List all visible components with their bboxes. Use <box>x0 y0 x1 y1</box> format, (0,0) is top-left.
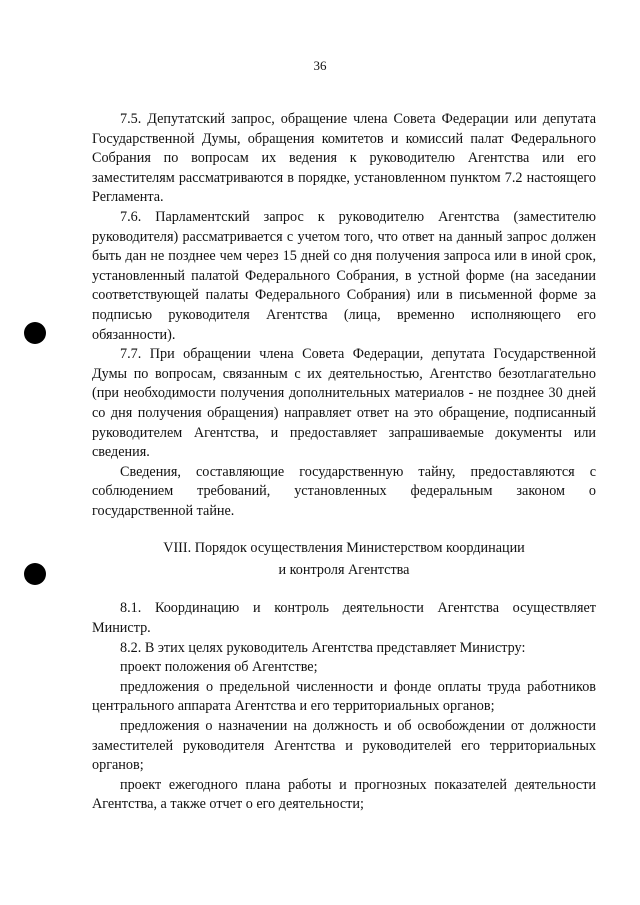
paragraph-8-1: 8.1. Координацию и контроль деятельности Агентства осуществляет Министр. <box>92 600 596 637</box>
list-item: предложения о назначении на должность и об освобождении от должности заместителей руководителя Агентства и руководителей его территориальных органов; <box>92 718 596 774</box>
punch-hole-mark <box>24 563 46 585</box>
paragraph-8-2: 8.2. В этих целях руководитель Агентства представляет Министру: <box>120 639 526 656</box>
section-heading <box>92 537 596 581</box>
paragraph-7-5: 7.5. Депутатский запрос, обращение члена Совета Федерации или депутата Государственной Думы, обращения комитетов и комиссий палат Федерального Собрания по вопросам их ведения к руководителю Агентства или его заместителям рассматриваются в порядке, установленном пунктом 7.2 настоящего Регламента. <box>92 111 596 206</box>
document-body <box>92 110 596 815</box>
paragraph-7-7: 7.7. При обращении члена Совета Федерации, депутата Государственной Думы по вопросам, связанным с их деятельностью, Агентство безотлагательно (при необходимости получения дополнительных материалов - не позднее 30 дней со дня получения обращения) направляет ответ на это обращение, подписанный руководителем Агентства, и предоставляет запрашиваемые документы или сведения. <box>92 346 596 461</box>
list-item: проект ежегодного плана работы и прогнозных показателей деятельности Агентства, а также отчет о его деятельности; <box>92 776 596 813</box>
list-item: проект положения об Агентстве; <box>120 659 318 676</box>
paragraph-state-secret: Сведения, составляющие государственную тайну, предоставляются с соблюдением требований, установленных федеральным законом о государственной тайне. <box>92 463 596 519</box>
page-number: 36 <box>313 58 327 73</box>
paragraph-7-6: 7.6. Парламентский запрос к руководителю Агентства (заместителю руководителя) рассматривается с учетом того, что ответ на данный запрос должен быть дан не позднее чем через 15 дней со дня получения запроса или в иной срок, установленный палатой Федерального Собрания, в устной форме (на заседании соответствующей палаты Федерального Собрания) или в письменной форме за подписью руководителя Агентства (лица, временно исполняющего его обязанности). <box>92 208 596 343</box>
section-heading-line-1: VIII. Порядок осуществления Министерством координации <box>163 540 525 557</box>
punch-hole-mark <box>24 322 46 344</box>
section-heading-line-2: и контроля Агентства <box>278 562 410 579</box>
list-item: предложения о предельной численности и фонде оплаты труда работников центрального аппарата Агентства и его территориальных органов; <box>92 678 596 715</box>
